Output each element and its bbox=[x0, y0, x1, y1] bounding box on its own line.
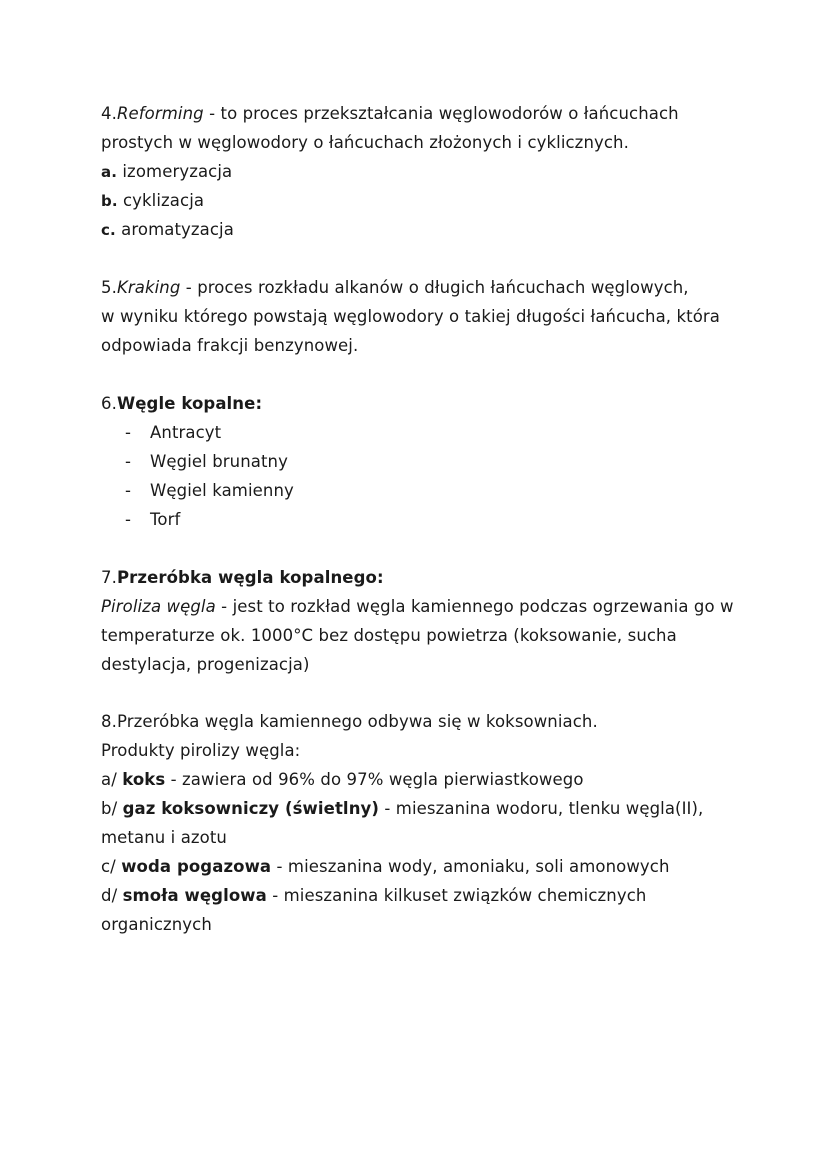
dash-bullet: - bbox=[125, 481, 132, 500]
list-text: izomeryzacja bbox=[117, 162, 233, 181]
section-4 bbox=[101, 99, 679, 244]
product-description: - zawiera od 96% do 97% węgla pierwiastkowego bbox=[165, 770, 584, 789]
definition: - to proces przekształcania węglowodorów o łańcuchach bbox=[203, 104, 679, 123]
product-continuation: metanu i azotu bbox=[101, 828, 227, 847]
section-8 bbox=[101, 707, 703, 939]
term: Piroliza węgla bbox=[101, 597, 216, 616]
bullet-item bbox=[101, 476, 294, 505]
product-prefix: c/ bbox=[101, 857, 122, 876]
section-number: 7. bbox=[101, 568, 117, 587]
section-title: Węgle kopalne: bbox=[116, 394, 263, 413]
list-text: cyklizacja bbox=[117, 191, 205, 210]
dash-bullet: - bbox=[125, 423, 132, 442]
product-term: smoła węglowa bbox=[122, 886, 267, 905]
section-4-line-1 bbox=[101, 99, 679, 128]
list-letter: b. bbox=[101, 192, 118, 210]
product-description: - mieszanina wody, amoniaku, soli amonowych bbox=[271, 857, 670, 876]
section-number: 4. bbox=[101, 104, 117, 123]
section-number: 5. bbox=[101, 278, 117, 297]
product-term: koks bbox=[122, 770, 166, 789]
product-term: woda pogazowa bbox=[121, 857, 272, 876]
section-5 bbox=[101, 273, 720, 360]
bullet-text: Węgiel brunatny bbox=[150, 452, 288, 471]
section-5-line-2: w wyniku którego powstają węglowodory o takiej długości łańcucha, która bbox=[101, 307, 720, 326]
section-6-heading bbox=[101, 389, 294, 418]
section-6 bbox=[101, 389, 294, 534]
section-7 bbox=[101, 563, 734, 679]
bullet-text: Antracyt bbox=[150, 423, 222, 442]
bullet-item bbox=[101, 418, 294, 447]
bullet-text: Węgiel kamienny bbox=[150, 481, 294, 500]
section-7-line-2: temperaturze ok. 1000°C bez dostępu powietrza (koksowanie, sucha bbox=[101, 626, 677, 645]
section-5-line-1 bbox=[101, 273, 720, 302]
product-item bbox=[101, 794, 703, 823]
section-8-line-1: 8.Przeróbka węgla kamiennego odbywa się w koksowniach. bbox=[101, 712, 598, 731]
section-4-line-2: prostych w węglowodory o łańcuchach złożonych i cyklicznych. bbox=[101, 133, 629, 152]
list-letter: a. bbox=[101, 163, 118, 181]
section-number: 6. bbox=[101, 394, 117, 413]
section-8-line-2: Produkty pirolizy węgla: bbox=[101, 741, 301, 760]
list-item bbox=[101, 215, 679, 244]
product-description: - mieszanina kilkuset związków chemicznych bbox=[266, 886, 647, 905]
product-description: - mieszanina wodoru, tlenku węgla(II), bbox=[379, 799, 704, 818]
bullet-item bbox=[101, 505, 294, 534]
section-5-line-3: odpowiada frakcji benzynowej. bbox=[101, 336, 359, 355]
product-prefix: d/ bbox=[101, 886, 123, 905]
product-term: gaz koksowniczy (świetlny) bbox=[122, 799, 380, 818]
product-prefix: b/ bbox=[101, 799, 123, 818]
list-letter: c. bbox=[101, 221, 116, 239]
definition: - proces rozkładu alkanów o długich łańcuchach węglowych, bbox=[180, 278, 689, 297]
section-title: Przeróbka węgla kopalnego: bbox=[116, 568, 384, 587]
list-item bbox=[101, 157, 679, 186]
dash-bullet: - bbox=[125, 452, 132, 471]
product-item bbox=[101, 881, 703, 910]
product-item bbox=[101, 765, 703, 794]
product-prefix: a/ bbox=[101, 770, 123, 789]
term: Kraking bbox=[116, 278, 181, 297]
list-text: aromatyzacja bbox=[115, 220, 234, 239]
product-continuation: organicznych bbox=[101, 915, 212, 934]
term: Reforming bbox=[116, 104, 204, 123]
section-7-heading bbox=[101, 563, 734, 592]
list-item bbox=[101, 186, 679, 215]
section-7-line-1 bbox=[101, 592, 734, 621]
definition: - jest to rozkład węgla kamiennego podczas ogrzewania go w bbox=[215, 597, 734, 616]
section-7-line-3: destylacja, progenizacja) bbox=[101, 655, 310, 674]
dash-bullet: - bbox=[125, 510, 132, 529]
bullet-item bbox=[101, 447, 294, 476]
bullet-text: Torf bbox=[150, 510, 181, 529]
product-item bbox=[101, 852, 703, 881]
